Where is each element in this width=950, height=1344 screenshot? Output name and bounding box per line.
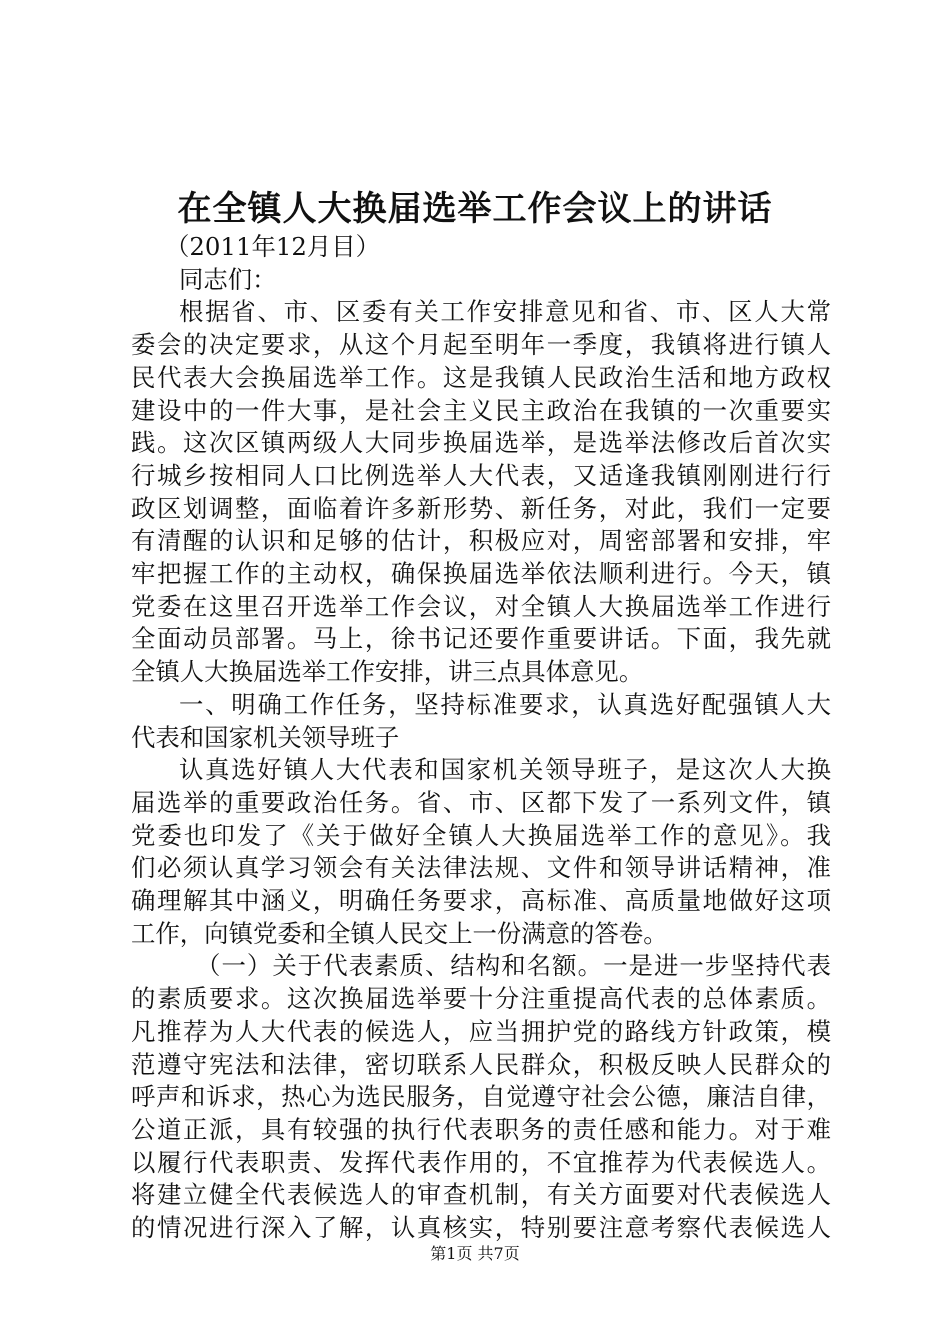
paragraph-1 <box>131 296 831 688</box>
paragraph-line: 将建立健全代表候选人的审查机制，有关方面要对代表候选人 <box>131 1180 831 1210</box>
paragraph-line: 呼声和诉求，热心为选民服务，自觉遵守社会公德，廉洁自律， <box>131 1082 831 1112</box>
section-heading-1 <box>131 689 831 754</box>
heading-line: 一、明确工作任务，坚持标准要求，认真选好配强镇人大 <box>179 689 831 719</box>
paragraph-line: 根据省、市、区委有关工作安排意见和省、市、区人大常 <box>179 297 831 327</box>
paragraph-line: 全镇人大换届选举工作安排，讲三点具体意见。 <box>131 657 644 687</box>
document-title: 在全镇人大换届选举工作会议上的讲话 <box>177 189 773 229</box>
paragraph-line: 工作，向镇党委和全镇人民交上一份满意的答卷。 <box>131 918 668 948</box>
paragraph-line: 委会的决定要求，从这个月起至明年一季度，我镇将进行镇人 <box>131 330 831 360</box>
paragraph-line: 范遵守宪法和法律，密切联系人民群众，积极反映人民群众的 <box>131 1049 831 1079</box>
paragraph-3 <box>131 950 831 1244</box>
paragraph-line: 行城乡按相同人口比例选举人大代表，又适逢我镇刚刚进行行 <box>131 460 831 490</box>
paragraph-2 <box>131 754 831 950</box>
paragraph-line: 建设中的一件大事，是社会主义民主政治在我镇的一次重要实 <box>131 395 831 425</box>
paragraph-line: 的素质要求。这次换届选举要十分注重提高代表的总体素质。 <box>131 984 831 1014</box>
paragraph-line: 践。这次区镇两级人大同步换届选举，是选举法修改后首次实 <box>131 428 831 458</box>
heading-line: 代表和国家机关领导班子 <box>131 722 400 752</box>
salutation: 同志们： <box>179 264 277 294</box>
paragraph-line: 牢把握工作的主动权，确保换届选举依法顺利进行。今天，镇 <box>131 559 831 589</box>
paragraph-line: 全面动员部署。马上，徐书记还要作重要讲话。下面，我先就 <box>131 624 831 654</box>
date-line: （2011年12月目） <box>165 232 381 261</box>
paragraph-line: 确理解其中涵义，明确任务要求，高标准、高质量地做好这项 <box>131 886 831 916</box>
paragraph-line: 的情况进行深入了解，认真核实，特别要注意考察代表候选人 <box>131 1213 831 1243</box>
document-body <box>131 231 831 1245</box>
paragraph-line: 凡推荐为人大代表的候选人，应当拥护党的路线方针政策，模 <box>131 1016 831 1046</box>
paragraph-line: 民代表大会换届选举工作。这是我镇人民政治生活和地方政权 <box>131 362 831 392</box>
paragraph-line: 政区划调整，面临着许多新形势、新任务，对此，我们一定要 <box>131 493 831 523</box>
paragraph-line: 届选举的重要政治任务。省、市、区都下发了一系列文件，镇 <box>131 787 831 817</box>
paragraph-line: 们必须认真学习领会有关法律法规、文件和领导讲话精神，准 <box>131 853 831 883</box>
paragraph-line: （一）关于代表素质、结构和名额。一是进一步坚持代表 <box>196 951 831 981</box>
paragraph-line: 有清醒的认识和足够的估计，积极应对，周密部署和安排，牢 <box>131 526 831 556</box>
paragraph-line: 以履行代表职责、发挥代表作用的，不宜推荐为代表候选人。 <box>131 1147 831 1177</box>
paragraph-line: 公道正派，具有较强的执行代表职务的责任感和能力。对于难 <box>131 1114 831 1144</box>
paragraph-line: 党委也印发了《关于做好全镇人大换届选举工作的意见》。我 <box>131 820 831 850</box>
page-number-footer: 第1页 共7页 <box>430 1244 520 1263</box>
paragraph-line: 党委在这里召开选举工作会议，对全镇人大换届选举工作进行 <box>131 591 831 621</box>
paragraph-line: 认真选好镇人大代表和国家机关领导班子，是这次人大换 <box>179 755 831 785</box>
